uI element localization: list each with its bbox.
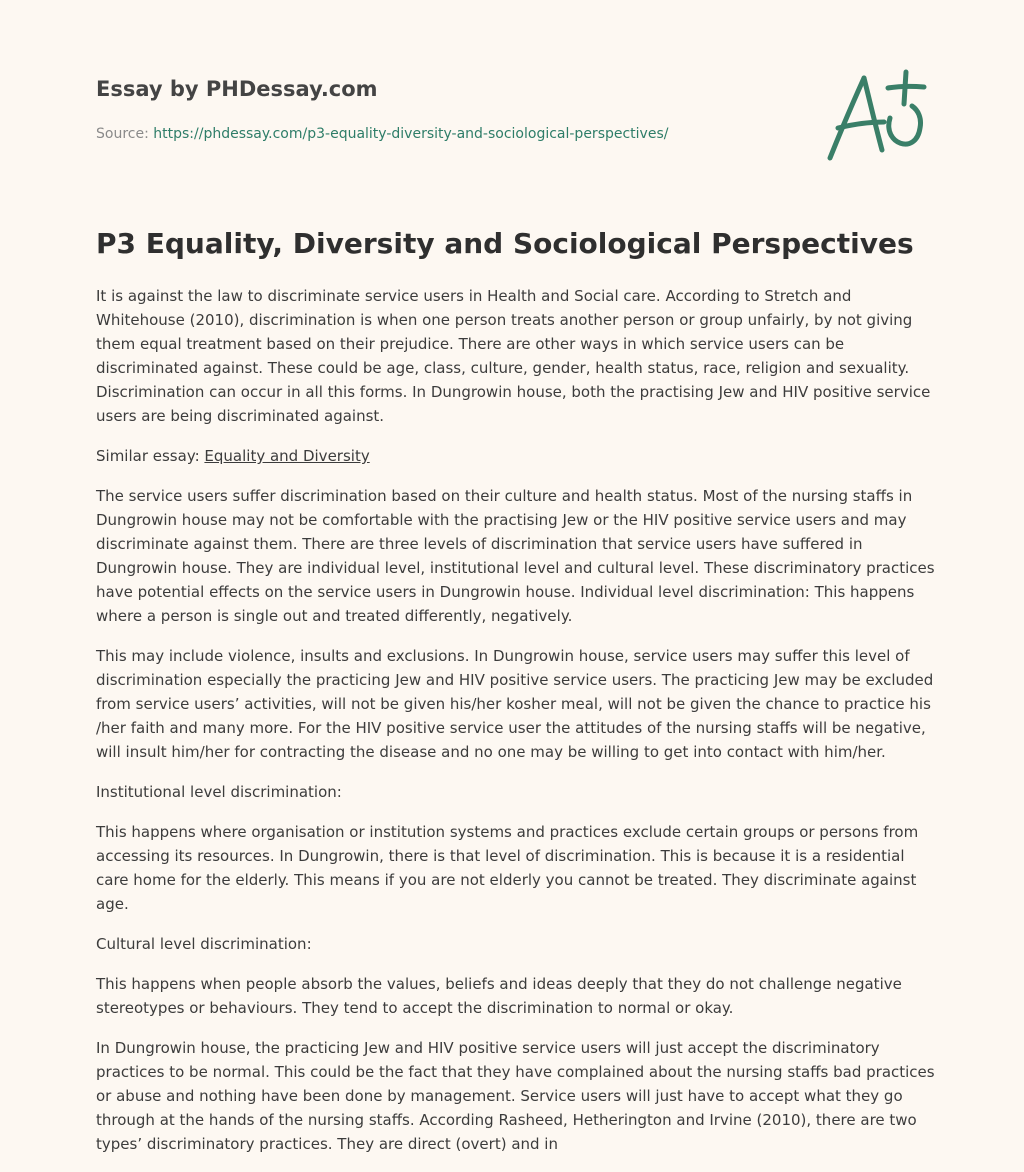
essay-header (96, 74, 796, 144)
similar-essay-line (96, 444, 938, 468)
brand-title: Essay by PHDessay.com (96, 77, 378, 101)
source-link[interactable]: https://phdessay.com/p3-equality-diversity-and-sociological-perspectives/ (153, 126, 669, 142)
source-line (96, 124, 796, 144)
essay-body (96, 284, 938, 1172)
paragraph: It is against the law to discriminate service users in Health and Social care. According to Stretch and Whitehouse (2010), discrimination is when one person treats another person or group unfairly, by not giving them equal treatment based on their prejudice. There are other ways in which service users can be discriminated against. These could be age, class, culture, gender, health status, race, religion and sexuality. Discrimination can occur in all this forms. In Dungrowin house, both the practising Jew and HIV positive service users are being discriminated against. (96, 287, 931, 425)
paragraph: The service users suffer discrimination based on their culture and health status. Most of the nursing staffs in Dungrowin house may not be comfortable with the practising Jew or the HIV positive service users and may discriminate against them. There are three levels of discrimination that service users have suffered in Dungrowin house. They are individual level, institutional level and cultural level. These discriminatory practices have potential effects on the service users in Dungrowin house. Individual level discrimination: This happens where a person is single out and treated differently, negatively. (96, 487, 935, 625)
similar-essay-label: Similar essay: (96, 447, 205, 465)
source-label: Source: (96, 126, 154, 142)
paragraph: This happens where organisation or institution systems and practices exclude certain groups or persons from accessing its resources. In Dungrowin, there is that level of discrimination. This is because it is a residential care home for the elderly. This means if you are not elderly you cannot be treated. They discriminate against age. (96, 823, 919, 913)
paragraph: This happens when people absorb the values, beliefs and ideas deeply that they do not challenge negative stereotypes or behaviours. They tend to accept the discrimination to normal or okay. (96, 975, 902, 1017)
paragraph: This may include violence, insults and exclusions. In Dungrowin house, service users may suffer this level of discrimination especially the practicing Jew and HIV positive service users. The practicing Jew may be excluded from service users’ activities, will not be given his/her kosher meal, will not be given the chance to practice his /her faith and many more. For the HIV positive service user the attitudes of the nursing staffs will be negative, will insult him/her for contracting the disease and no one may be willing to get into contact with him/her. (96, 647, 934, 761)
paragraph: In Dungrowin house, the practicing Jew and HIV positive service users will just accept the discriminatory practices to be normal. This could be the fact that they have complained about the nursing staffs bad practices or abuse and nothing have been done by management. Service users will just have to accept what they go through at the hands of the nursing staffs. According Rasheed, Hetherington and Irvine (2010), there are two types’ discriminatory practices. They are direct (overt) and in (96, 1039, 935, 1153)
a-plus-logo-icon (820, 66, 930, 166)
essay-title: P3 Equality, Diversity and Sociological Perspectives (96, 227, 914, 260)
section-heading: Institutional level discrimination: (96, 783, 342, 801)
similar-essay-link[interactable]: Equality and Diversity (204, 447, 370, 465)
section-heading: Cultural level discrimination: (96, 935, 312, 953)
